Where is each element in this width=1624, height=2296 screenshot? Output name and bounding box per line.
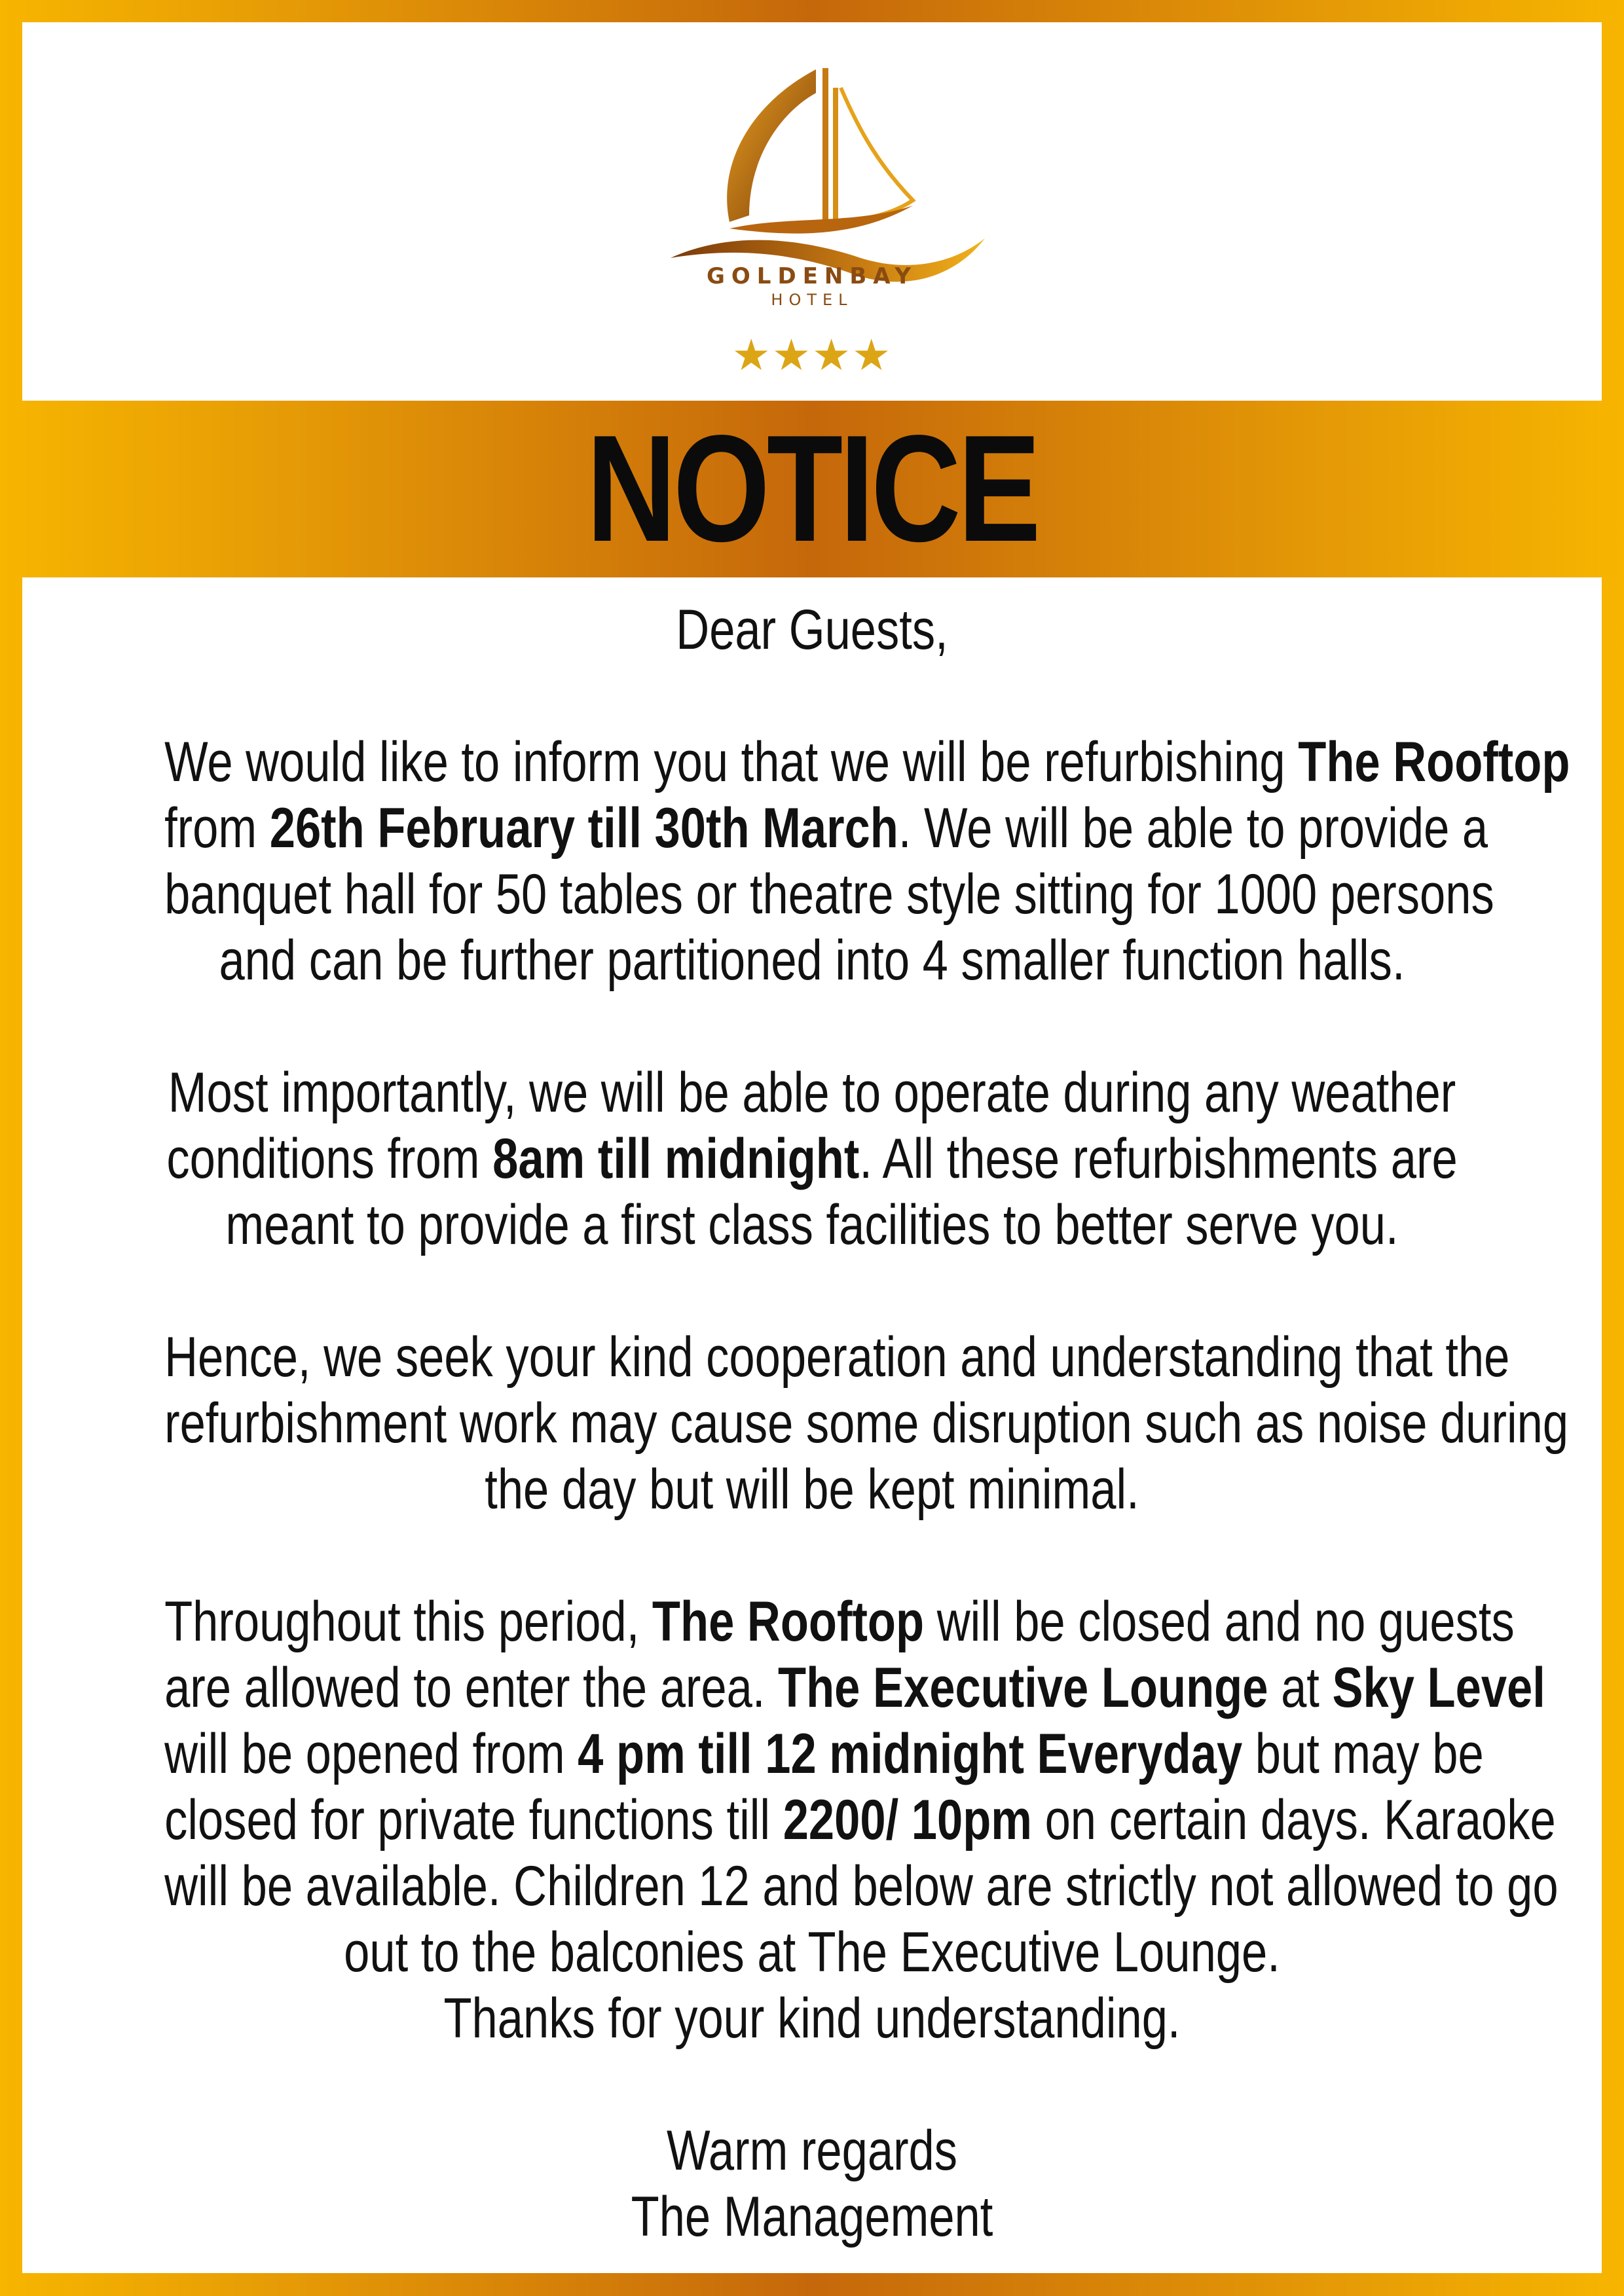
notice-text xyxy=(22,577,1602,2250)
lounge-hours: 4 pm till 12 midnight Everyday xyxy=(578,1722,1243,1785)
text-run: but may be xyxy=(1242,1722,1484,1785)
refurbish-dates: 26th February till 30th March xyxy=(269,797,898,860)
operating-hours: 8am till midnight xyxy=(492,1127,860,1190)
paragraph-4-line-6: out to the balconies at The Executive Lounge. xyxy=(344,1921,1280,1984)
paragraph-3-line-1: Hence, we seek your kind cooperation and understanding that the xyxy=(164,1326,1510,1389)
body-panel xyxy=(22,577,1602,2273)
private-closing-time: 2200/ 10pm xyxy=(783,1789,1032,1851)
venue-name: The Rooftop xyxy=(1298,731,1570,793)
paragraph-4-line-2 xyxy=(164,1655,1545,1721)
thanks-line: Thanks for your kind understanding. xyxy=(443,1987,1181,2050)
text-run: Throughout this period, xyxy=(164,1590,652,1653)
paragraph-2-line-2 xyxy=(164,1126,1460,1192)
venue-name: The Rooftop xyxy=(652,1590,925,1653)
notice-title: NOTICE xyxy=(586,404,1038,574)
paragraph-4-line-5: will be available. Children 12 and below are strictly not allowed to go xyxy=(164,1855,1559,1918)
brand-name: GOLDENBAY xyxy=(707,263,917,289)
signature-line: The Management xyxy=(631,2185,993,2248)
text-run: . All these refurbishments are xyxy=(859,1127,1458,1190)
text-run: are allowed to enter the area. xyxy=(164,1656,779,1719)
text-run: conditions from xyxy=(166,1127,493,1190)
header-panel xyxy=(22,22,1602,401)
paragraph-4-line-1 xyxy=(164,1589,1515,1655)
level-name: Sky Level xyxy=(1332,1656,1545,1719)
paragraph-1-line-1 xyxy=(164,729,1570,795)
text-run: on certain days. Karaoke xyxy=(1031,1789,1556,1851)
paragraph-4-line-4 xyxy=(164,1787,1556,1853)
star-rating: ★★★★ xyxy=(731,331,893,379)
text-run: closed for private functions till xyxy=(164,1789,783,1851)
brand-subtitle: HOTEL xyxy=(771,291,853,309)
paragraph-3-line-2: refurbishment work may cause some disruption such as noise during xyxy=(164,1392,1569,1455)
lounge-name: The Executive Lounge xyxy=(778,1656,1268,1719)
text-run: will be opened from xyxy=(164,1722,578,1785)
text-run: from xyxy=(164,797,270,860)
paragraph-3-line-3: the day but will be kept minimal. xyxy=(485,1458,1139,1521)
closing-line-1: Warm regards xyxy=(666,2119,958,2182)
paragraph-2-line-1: Most importantly, we will be able to operate during any weather xyxy=(168,1061,1456,1124)
paragraph-1-line-2 xyxy=(164,795,1488,862)
salutation: Dear Guests, xyxy=(676,598,948,661)
paragraph-4-line-3 xyxy=(164,1721,1484,1787)
paragraph-1-line-3: banquet hall for 50 tables or theatre style sitting for 1000 persons xyxy=(164,863,1494,926)
text-run: . We will be able to provide a xyxy=(898,797,1488,860)
text-run: will be closed and no guests xyxy=(924,1590,1515,1653)
text-run: We would like to inform you that we will be refurbishing xyxy=(164,731,1299,793)
paragraph-1-line-4: and can be further partitioned into 4 smaller function halls. xyxy=(219,929,1405,992)
paragraph-2-line-3: meant to provide a first class facilities to better serve you. xyxy=(225,1194,1399,1256)
text-run: at xyxy=(1268,1656,1333,1719)
